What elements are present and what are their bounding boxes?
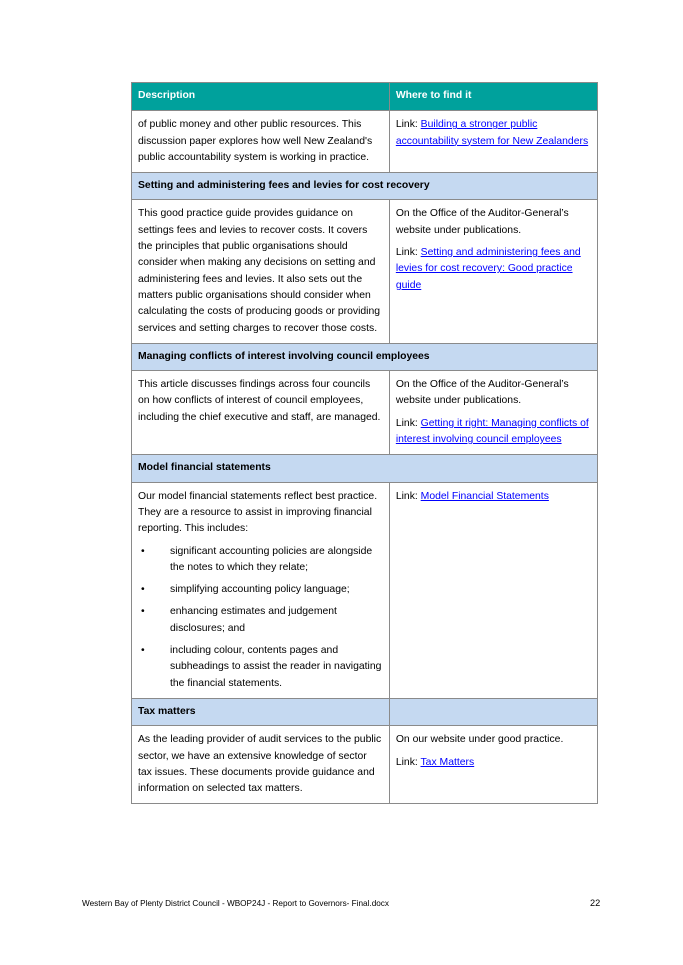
section-row (132, 343, 598, 370)
footer-filename: Western Bay of Plenty District Council - WBOP24J - Report to Governors- Final.docx (82, 899, 389, 908)
where-text: On the Office of the Auditor-General’s website under publications. (395, 208, 569, 236)
link-prefix: Link: (395, 417, 421, 429)
description-cell (132, 200, 390, 343)
where-text: On the Office of the Auditor-General’s website under publications. (395, 379, 569, 407)
bullet-icon: • (141, 584, 145, 596)
description-text: As the leading provider of audit services to the public sector, we have an extensive knowledge of sector tax issues. These documents provide guidance and information on selected tax matters. (138, 734, 382, 795)
list-item (138, 643, 383, 692)
table-header-row (132, 83, 598, 111)
link-line (396, 245, 591, 294)
link-prefix: Link: (395, 119, 421, 131)
where-text: On our website under good practice. (395, 734, 564, 746)
list-item (138, 582, 383, 598)
description-text: of public money and other public resources. This discussion paper explores how well New Zealand's public accountability system is working in practice. (138, 119, 373, 163)
description-cell (132, 371, 390, 455)
description-cell (132, 482, 390, 698)
link-prefix: Link: (395, 756, 421, 768)
description-header: Description (132, 83, 390, 111)
list-item-text: simplifying accounting policy language; (170, 584, 350, 596)
description-cell (132, 726, 390, 804)
description-text: This article discusses findings across four councils on how conflicts of interest of council employees, including the chief executive and staff, are managed. (138, 379, 381, 423)
list-item (138, 604, 383, 637)
bullet-icon: • (141, 645, 145, 657)
table-row (132, 200, 598, 343)
bullet-icon: • (141, 545, 145, 557)
link-line (396, 117, 591, 150)
bullet-list (138, 544, 383, 692)
section-row (132, 698, 598, 725)
where-cell (389, 482, 597, 698)
list-item-text: significant accounting policies are alongside the notes to which they relate; (170, 545, 373, 573)
section-row (132, 173, 598, 200)
link-prefix: Link: (395, 490, 421, 502)
where-header: Where to find it (389, 83, 597, 111)
link-line (396, 755, 591, 771)
resources-table (131, 82, 598, 804)
description-cell (132, 111, 390, 173)
conflicts-link[interactable]: Getting it right: Managing conflicts of interest involving council employees (395, 417, 589, 446)
where-cell (389, 200, 597, 343)
tax-matters-link[interactable]: Tax Matters (420, 756, 475, 768)
model-financial-statements-link[interactable]: Model Financial Statements (420, 490, 549, 502)
table-row (132, 111, 598, 173)
fees-levies-link[interactable]: Setting and administering fees and levies for cost recovery: Good practice guide (395, 247, 581, 291)
bullet-icon: • (141, 606, 145, 618)
where-cell (389, 111, 597, 173)
section-empty-cell (389, 698, 597, 725)
link-prefix: Link: (395, 247, 421, 259)
section-title: Tax matters (132, 698, 390, 725)
link-line (396, 489, 591, 505)
list-item (138, 544, 383, 577)
list-item-text: enhancing estimates and judgement disclosures; and (170, 606, 337, 634)
section-row (132, 455, 598, 482)
where-cell (389, 726, 597, 804)
section-title: Managing conflicts of interest involving council employees (132, 343, 598, 370)
description-text: This good practice guide provides guidance on settings fees and levies to recover costs. It covers the principles that public organisations should consider when making any decisions on setting and administering fees and levies. It also sets out the matters public organisations should consider when calculating the costs of producing goods or providing services and setting charges to recover those costs. (138, 208, 381, 334)
table-row (132, 482, 598, 698)
where-cell (389, 371, 597, 455)
link-line (396, 416, 591, 449)
table-row (132, 726, 598, 804)
accountability-link[interactable]: Building a stronger public accountability system for New Zealanders (395, 119, 589, 147)
page-number: 22 (590, 898, 601, 908)
table-row (132, 371, 598, 455)
description-text: Our model financial statements reflect best practice. They are a resource to assist in improving financial reporting. This includes: (138, 490, 378, 535)
section-title: Model financial statements (132, 455, 598, 482)
list-item-text: including colour, contents pages and subheadings to assist the reader in navigating the financial statements. (170, 645, 382, 689)
section-title: Setting and administering fees and levies for cost recovery (132, 173, 598, 200)
